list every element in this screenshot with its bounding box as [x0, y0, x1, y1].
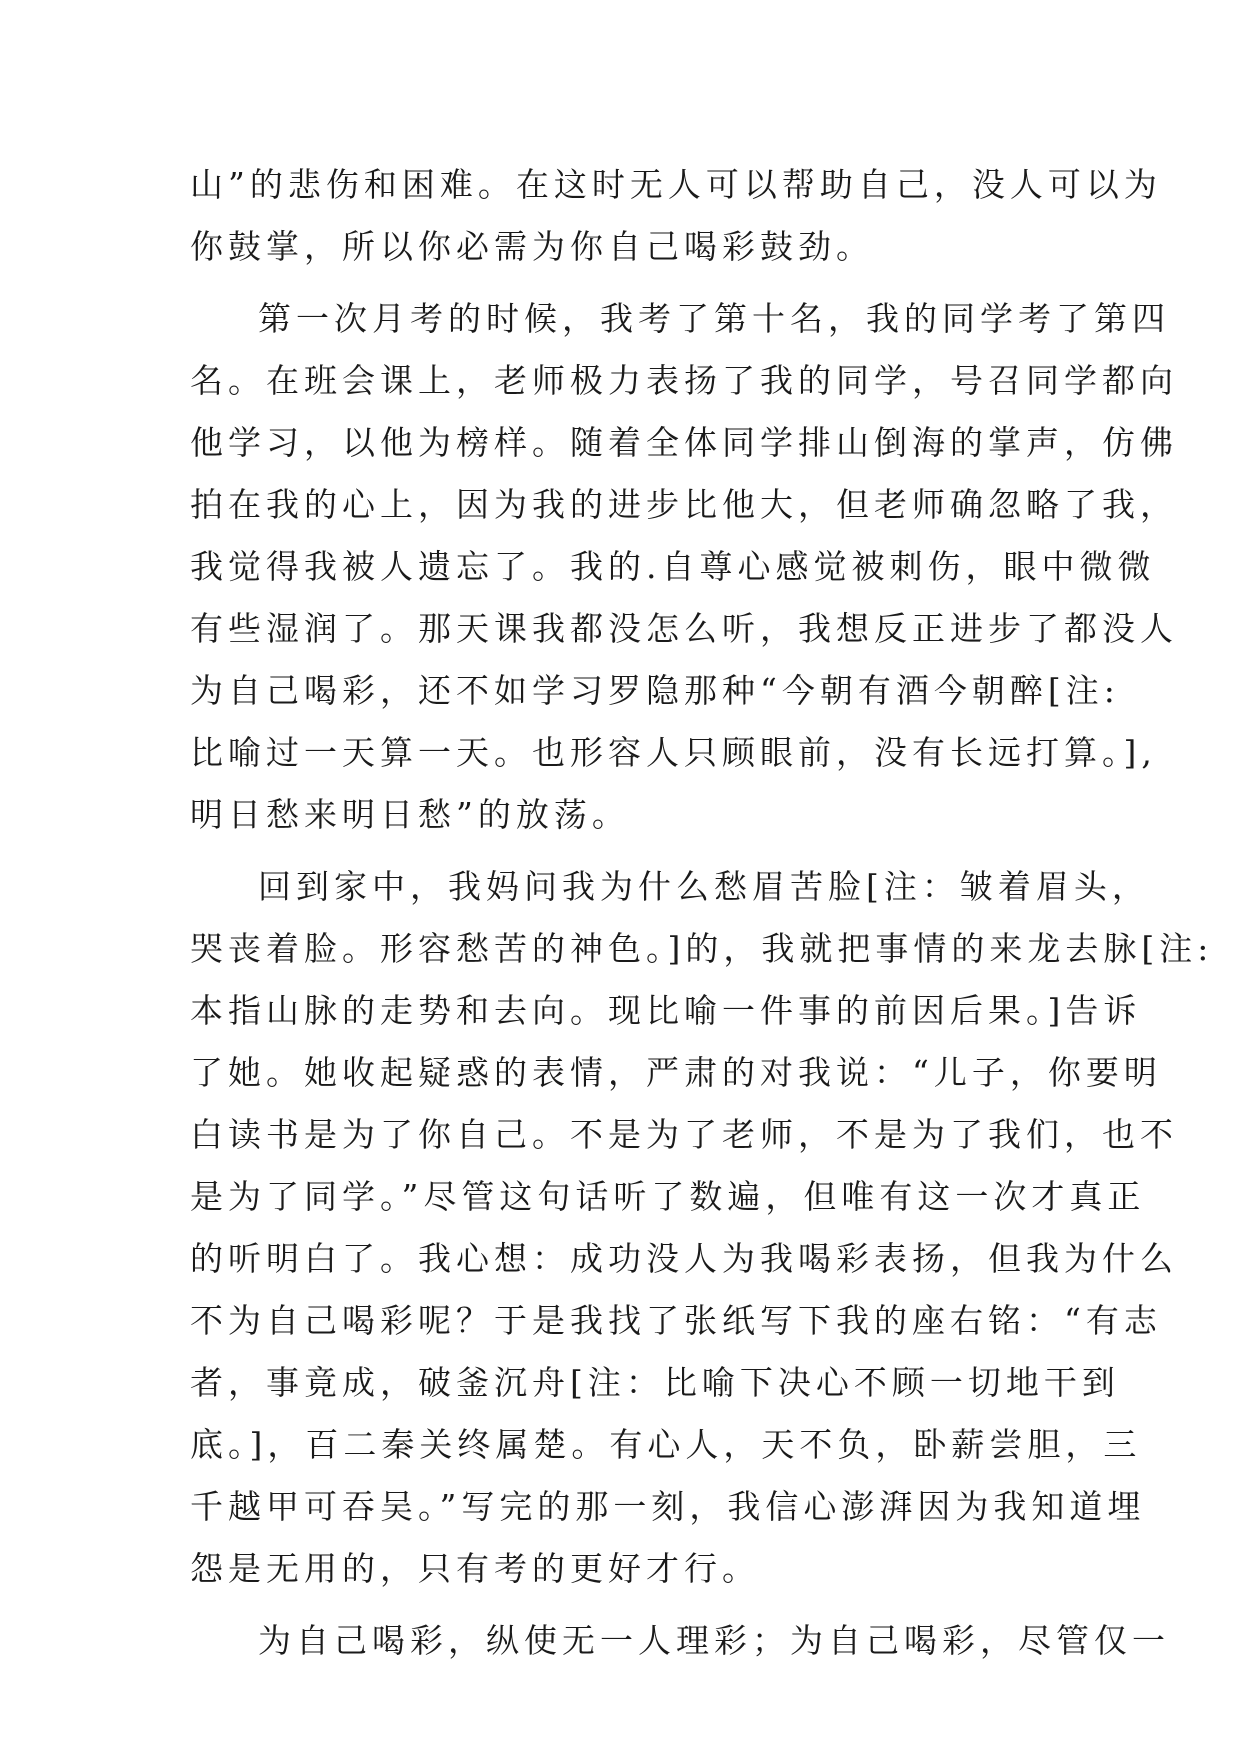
- text-line: 明日愁来明日愁”的放荡。: [190, 795, 630, 834]
- text-line: 为自己喝彩，还不如学习罗隐那种“今朝有酒今朝醉[注:: [190, 671, 1120, 710]
- text-line: 本指山脉的走势和去向。现比喻一件事的前因后果。]告诉: [190, 991, 1142, 1030]
- text-line: 者，事竟成，破釜沉舟[注：比喻下决心不顾一切地干到: [190, 1363, 1120, 1402]
- text-line: 底。]，百二秦关终属楚。有心人，天不负，卧薪尝胆，三: [190, 1425, 1142, 1464]
- text-line: 有些湿润了。那天课我都没怎么听，我想反正进步了都没人: [190, 609, 1178, 648]
- text-line: 我觉得我被人遗忘了。我的.自尊心感觉被刺伤，眼中微微: [190, 547, 1156, 586]
- text-line: 你鼓掌，所以你必需为你自己喝彩鼓劲。: [190, 227, 874, 266]
- text-line: 为自己喝彩，纵使无一人理彩；为自己喝彩，尽管仅一: [258, 1621, 1170, 1660]
- text-line: 名。在班会课上，老师极力表扬了我的同学，号召同学都向: [190, 361, 1178, 400]
- text-line: 是为了同学。”尽管这句话听了数遍，但唯有这一次才真正: [190, 1177, 1146, 1216]
- text-line: 了她。她收起疑惑的表情，严肃的对我说：“儿子，你要明: [190, 1053, 1162, 1092]
- text-line: 千越甲可吞吴。”写完的那一刻，我信心澎湃因为我知道埋: [190, 1487, 1146, 1526]
- text-line: 山”的悲伤和困难。在这时无人可以帮助自己，没人可以为: [190, 165, 1162, 204]
- text-line: 哭丧着脸。形容愁苦的神色。]的，我就把事情的来龙去脉[注:: [190, 929, 1214, 968]
- text-line: 不为自己喝彩呢？于是我找了张纸写下我的座右铭：“有志: [190, 1301, 1162, 1340]
- text-line: 白读书是为了你自己。不是为了老师，不是为了我们，也不: [190, 1115, 1178, 1154]
- text-line: 怨是无用的，只有考的更好才行。: [190, 1549, 760, 1588]
- text-line: 拍在我的心上，因为我的进步比他大，但老师确忽略了我，: [190, 485, 1178, 524]
- text-line: 回到家中，我妈问我为什么愁眉苦脸[注：皱着眉头，: [258, 867, 1150, 906]
- text-line: 比喻过一天算一天。也形容人只顾眼前，没有长远打算。],: [190, 733, 1157, 772]
- text-line: 的听明白了。我心想：成功没人为我喝彩表扬，但我为什么: [190, 1239, 1178, 1278]
- body-text: [190, 154, 1214, 1672]
- text-line: 他学习，以他为榜样。随着全体同学排山倒海的掌声，仿佛: [190, 423, 1178, 462]
- text-line: 第一次月考的时候，我考了第十名，我的同学考了第四: [258, 299, 1170, 338]
